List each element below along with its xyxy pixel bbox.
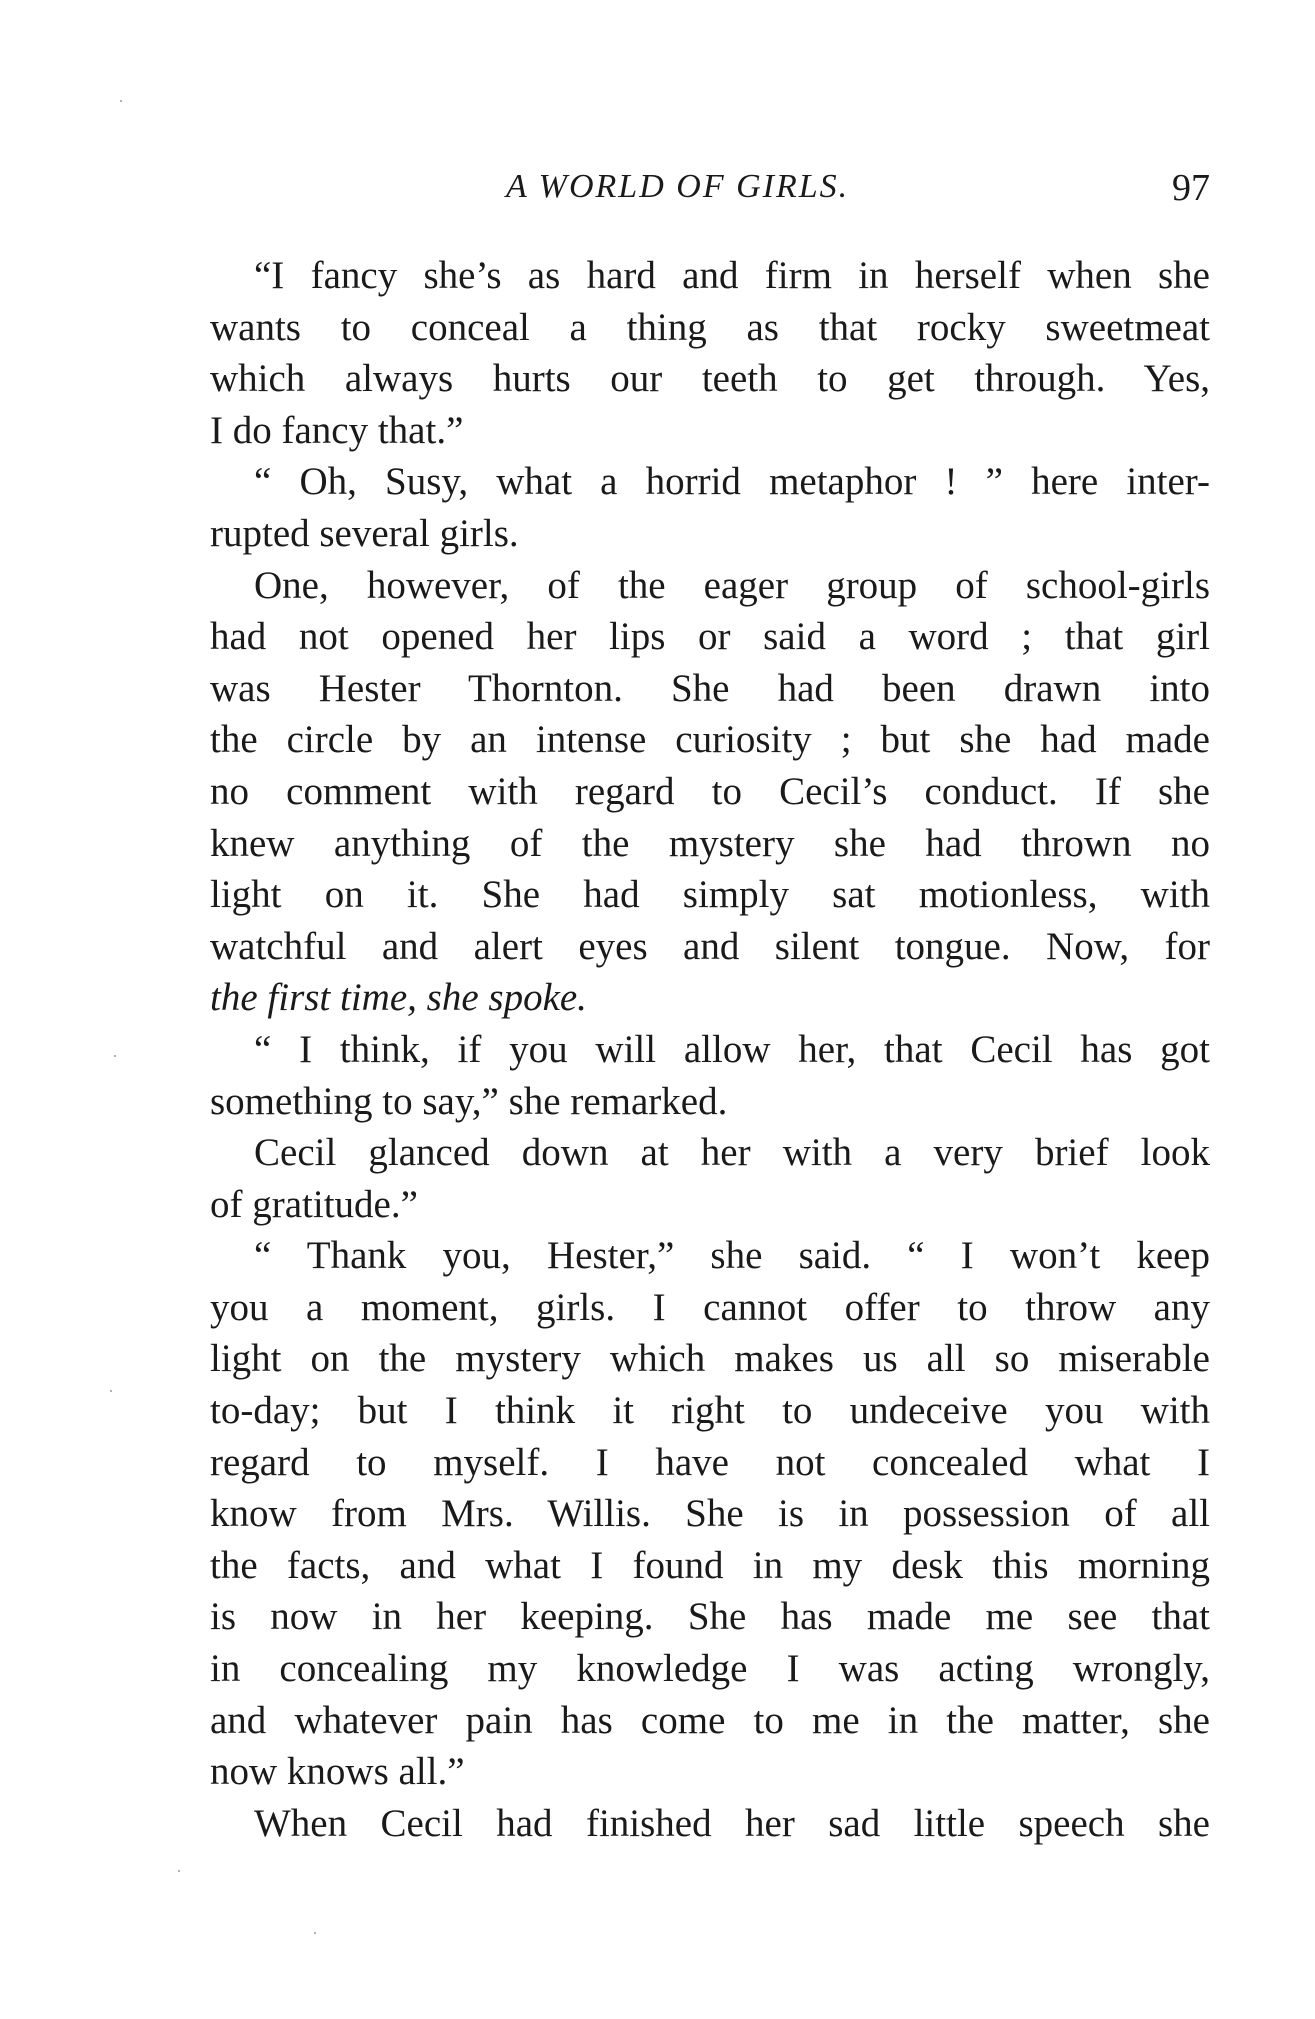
text-line: One, however, of the eager group of school-girls: [254, 563, 1210, 607]
paper-speck: [110, 1390, 112, 1392]
text-line: the circle by an intense curiosity ; but she had made: [210, 718, 1210, 762]
paper-speck: [120, 100, 122, 102]
text-line: regard to myself. I have not concealed what I: [210, 1440, 1210, 1484]
paper-speck: [114, 1055, 116, 1057]
body-text: [210, 250, 1210, 1849]
text-line: no comment with regard to Cecil’s conduct. If she: [210, 769, 1210, 813]
text-line: was Hester Thornton. She had been drawn into: [210, 666, 1210, 710]
text-line: which always hurts our teeth to get through. Yes,: [210, 357, 1210, 401]
paper-speck: [314, 1932, 316, 1934]
text-line: to-day; but I think it right to undeceive you with: [210, 1389, 1210, 1433]
text-line: When Cecil had finished her sad little speech she: [254, 1801, 1210, 1845]
text-line: I do fancy that.”: [210, 408, 464, 452]
page-number: 97: [1172, 167, 1210, 209]
running-title: A WORLD OF GIRLS.: [506, 168, 850, 205]
text-line: now knows all.”: [210, 1750, 465, 1794]
text-line: had not opened her lips or said a word ; that girl: [210, 615, 1210, 659]
text-line: knew anything of the mystery she had thrown no: [210, 821, 1210, 865]
text-line: watchful and alert eyes and silent tongue. Now, for: [210, 924, 1210, 968]
text-line: you a moment, girls. I cannot offer to throw any: [210, 1285, 1210, 1329]
text-line: and whatever pain has come to me in the matter, she: [210, 1698, 1210, 1742]
text-line: light on the mystery which makes us all so miserable: [210, 1337, 1210, 1381]
paper-speck: [178, 1870, 180, 1872]
text-line: in concealing my knowledge I was acting wrongly,: [210, 1647, 1210, 1691]
text-line: is now in her keeping. She has made me see that: [210, 1595, 1210, 1639]
text-line: know from Mrs. Willis. She is in possession of all: [210, 1492, 1210, 1536]
text-line: “ Thank you, Hester,” she said. “ I won’t keep: [254, 1234, 1210, 1278]
text-line: light on it. She had simply sat motionless, with: [210, 873, 1210, 917]
text-line: wants to conceal a thing as that rocky sweetmeat: [210, 305, 1210, 349]
text-line: the first time, she spoke.: [210, 976, 587, 1020]
text-line: rupted several girls.: [210, 511, 519, 555]
text-line: Cecil glanced down at her with a very brief look: [254, 1131, 1210, 1175]
text-line: “ I think, if you will allow her, that Cecil has got: [254, 1027, 1210, 1071]
text-line: the facts, and what I found in my desk this morning: [210, 1543, 1210, 1587]
page-header: [210, 168, 1210, 218]
text-line: “I fancy she’s as hard and firm in herself when she: [254, 254, 1210, 297]
text-line: something to say,” she remarked.: [210, 1079, 728, 1123]
text-line: of gratitude.”: [210, 1182, 418, 1226]
text-line: “ Oh, Susy, what a horrid metaphor ! ” here inter-: [254, 460, 1210, 504]
